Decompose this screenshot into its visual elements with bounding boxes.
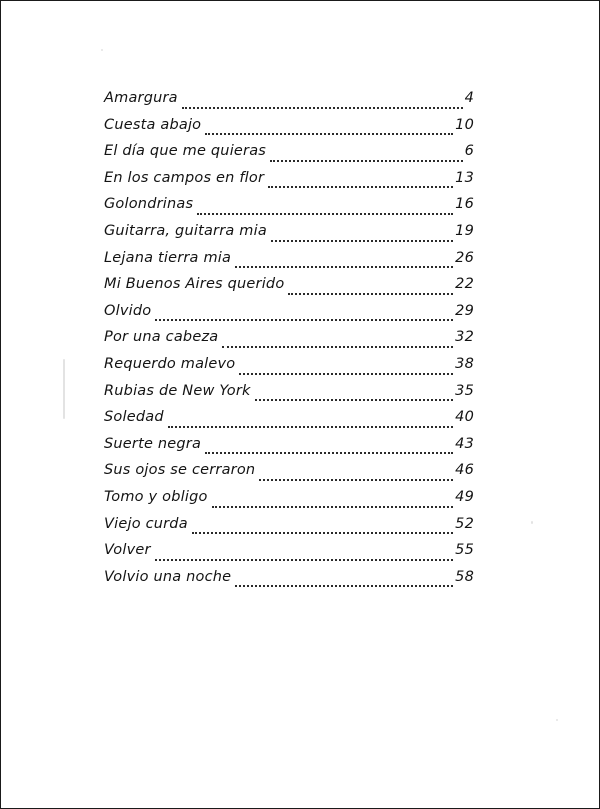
dot-leader (155, 318, 453, 321)
dot-leader (270, 159, 463, 162)
toc-title: Soledad (104, 409, 164, 426)
toc-page-number: 38 (455, 355, 474, 372)
dot-leader (222, 345, 453, 348)
toc-title: Volvio una noche (104, 568, 232, 585)
toc-entry[interactable] (104, 436, 474, 463)
toc-title: Rubias de New York (104, 382, 251, 399)
toc-title: Sus ojos se cerraron (104, 462, 256, 479)
toc-page-number: 26 (455, 249, 474, 266)
toc-page-number: 10 (455, 116, 474, 133)
toc-entry[interactable] (104, 117, 474, 144)
toc-entry[interactable] (104, 356, 474, 383)
toc-page-number: 6 (464, 143, 474, 160)
dot-leader (168, 425, 453, 428)
toc-title: El día que me quieras (104, 143, 267, 160)
toc-page-number: 13 (455, 169, 474, 186)
dot-leader (192, 531, 453, 534)
toc-title: Guitarra, guitarra mia (104, 222, 267, 239)
toc-page-number: 43 (455, 435, 474, 452)
toc-entry[interactable] (104, 489, 474, 516)
toc-title: Amargura (104, 90, 178, 106)
toc-page-number: 22 (455, 276, 474, 293)
table-of-contents (104, 90, 474, 595)
toc-title: Volver (104, 542, 151, 559)
toc-entry[interactable] (104, 196, 474, 223)
toc-page-number: 55 (455, 542, 474, 559)
toc-page-number: 32 (455, 329, 474, 346)
toc-title: Cuesta abajo (104, 116, 202, 133)
toc-title: Golondrinas (104, 196, 194, 213)
dot-leader (239, 372, 453, 375)
toc-page-number: 35 (455, 382, 474, 399)
dot-leader (155, 558, 454, 561)
dot-leader (197, 212, 453, 215)
toc-page-number: 19 (455, 222, 474, 239)
scan-speck (101, 49, 103, 51)
toc-entry[interactable] (104, 90, 474, 117)
toc-title: Viejo curda (104, 515, 188, 532)
toc-title: Mi Buenos Aires querido (104, 276, 285, 293)
toc-entry[interactable] (104, 223, 474, 250)
scan-speck (531, 521, 533, 524)
toc-page-number: 58 (455, 568, 474, 585)
toc-entry[interactable] (104, 303, 474, 330)
toc-entry[interactable] (104, 143, 474, 170)
toc-page-number: 16 (455, 196, 474, 213)
toc-page-number: 4 (464, 90, 474, 106)
toc-page-number: 29 (455, 302, 474, 319)
dot-leader (271, 239, 453, 242)
toc-title: En los campos en flor (104, 169, 265, 186)
dot-leader (268, 185, 453, 188)
toc-entry[interactable] (104, 170, 474, 197)
scan-speck (63, 359, 65, 419)
toc-entry[interactable] (104, 383, 474, 410)
dot-leader (288, 292, 453, 295)
dot-leader (259, 478, 453, 481)
dot-leader (255, 398, 454, 401)
toc-entry[interactable] (104, 250, 474, 277)
toc-entry[interactable] (104, 569, 474, 596)
dot-leader (205, 451, 453, 454)
toc-title: Lejana tierra mia (104, 249, 232, 266)
toc-entry[interactable] (104, 542, 474, 569)
toc-title: Suerte negra (104, 435, 202, 452)
toc-page-number: 49 (455, 488, 474, 505)
toc-page-number: 40 (455, 409, 474, 426)
toc-title: Por una cabeza (104, 329, 219, 346)
toc-title: Requerdo malevo (104, 355, 236, 372)
dot-leader (212, 505, 454, 508)
dot-leader (235, 265, 453, 268)
toc-entry[interactable] (104, 409, 474, 436)
dot-leader (205, 132, 453, 135)
scan-speck (556, 719, 558, 721)
toc-title: Tomo y obligo (104, 488, 208, 505)
toc-title: Olvido (104, 302, 152, 319)
toc-entry[interactable] (104, 276, 474, 303)
toc-entry[interactable] (104, 516, 474, 543)
toc-entry[interactable] (104, 462, 474, 489)
dot-leader (182, 106, 463, 109)
toc-page-number: 46 (455, 462, 474, 479)
dot-leader (235, 584, 453, 587)
toc-entry[interactable] (104, 329, 474, 356)
toc-page-number: 52 (455, 515, 474, 532)
